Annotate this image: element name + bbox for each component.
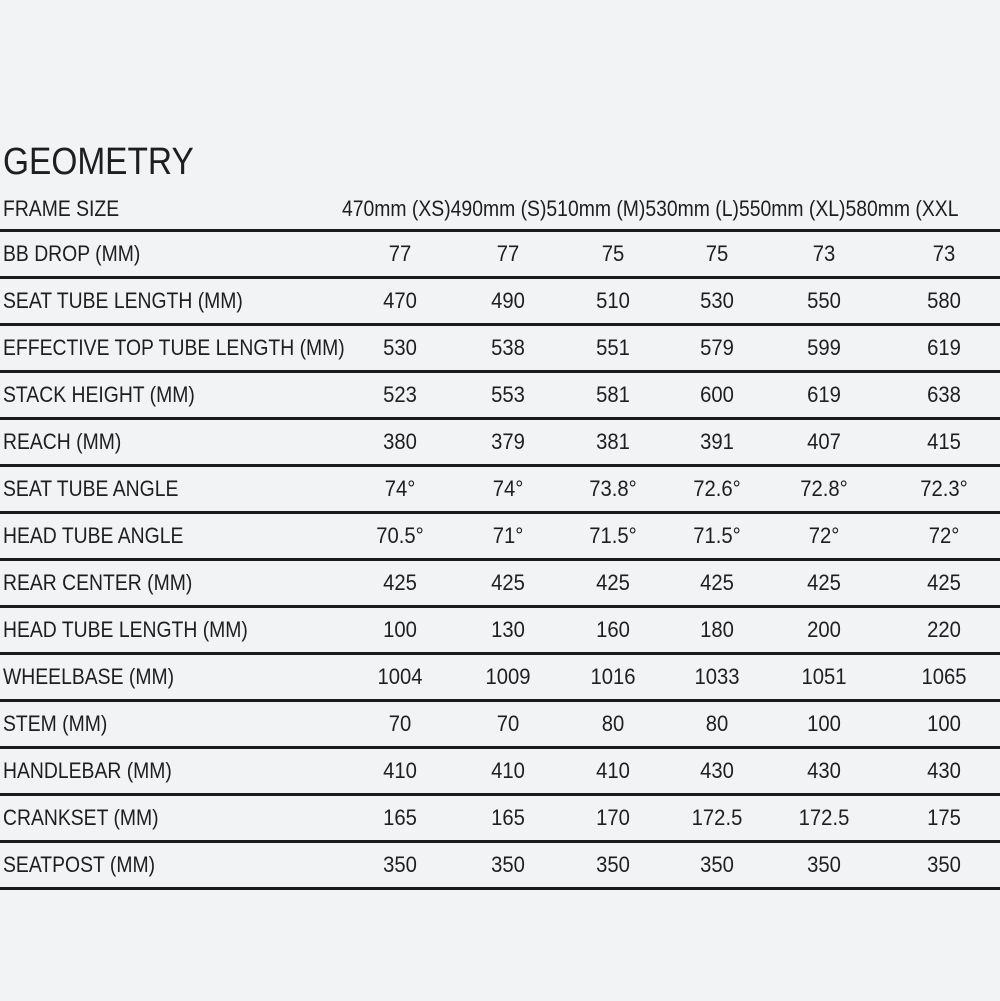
table-header-row [0, 188, 1000, 232]
size-header: 550mm (XL) [738, 196, 846, 221]
row-value: 175 [927, 805, 961, 830]
row-value: 523 [383, 382, 417, 407]
row-value: 72.3° [920, 476, 968, 501]
row-value: 530 [700, 288, 734, 313]
row-value: 74° [384, 476, 416, 501]
row-value: 410 [596, 758, 630, 783]
size-header: 470mm (XS) [342, 196, 451, 221]
row-value: 350 [383, 852, 417, 877]
row-value: 530 [383, 335, 417, 360]
table-row [0, 514, 1000, 561]
row-value: 70 [496, 711, 520, 736]
row-value: 600 [700, 382, 734, 407]
row-value: 220 [927, 617, 961, 642]
row-label: HEAD TUBE ANGLE [3, 523, 184, 548]
size-header: 580mm (XXL [845, 196, 959, 221]
size-header: 530mm (L) [645, 196, 739, 221]
row-value: 72° [928, 523, 960, 548]
row-value: 379 [491, 429, 525, 454]
row-value: 410 [491, 758, 525, 783]
row-value: 130 [491, 617, 525, 642]
row-value: 180 [700, 617, 734, 642]
row-value: 553 [491, 382, 525, 407]
row-value: 470 [383, 288, 417, 313]
row-value: 510 [596, 288, 630, 313]
row-label: SEAT TUBE ANGLE [3, 476, 179, 501]
row-value: 350 [700, 852, 734, 877]
row-label: REAR CENTER (MM) [3, 570, 193, 595]
row-value: 430 [807, 758, 841, 783]
table-row [0, 655, 1000, 702]
row-value: 100 [807, 711, 841, 736]
row-value: 70 [388, 711, 412, 736]
row-label: STACK HEIGHT (MM) [3, 382, 195, 407]
table-row [0, 843, 1000, 890]
row-value: 1016 [590, 664, 636, 689]
page-title: GEOMETRY [3, 141, 194, 183]
row-value: 77 [496, 241, 520, 266]
frame-size-label: FRAME SIZE [3, 196, 120, 221]
row-value: 100 [383, 617, 417, 642]
row-value: 75 [705, 241, 729, 266]
row-value: 538 [491, 335, 525, 360]
table-body [0, 232, 1000, 890]
row-value: 71° [492, 523, 524, 548]
row-label: HANDLEBAR (MM) [3, 758, 172, 783]
row-label: HEAD TUBE LENGTH (MM) [3, 617, 248, 642]
row-value: 410 [383, 758, 417, 783]
row-value: 381 [596, 429, 630, 454]
row-value: 430 [700, 758, 734, 783]
row-value: 72.6° [693, 476, 741, 501]
row-value: 73 [812, 241, 836, 266]
row-value: 100 [927, 711, 961, 736]
row-value: 160 [596, 617, 630, 642]
row-label: SEATPOST (MM) [3, 852, 156, 877]
row-label: WHEELBASE (MM) [3, 664, 175, 689]
row-value: 599 [807, 335, 841, 360]
geometry-table [0, 188, 1000, 890]
row-value: 425 [383, 570, 417, 595]
row-value: 172.5 [691, 805, 743, 830]
row-value: 425 [491, 570, 525, 595]
table-row [0, 561, 1000, 608]
row-value: 72.8° [800, 476, 848, 501]
row-value: 425 [807, 570, 841, 595]
row-value: 170 [596, 805, 630, 830]
table-row [0, 749, 1000, 796]
row-value: 77 [388, 241, 412, 266]
row-value: 619 [927, 335, 961, 360]
table-row [0, 702, 1000, 749]
row-value: 165 [491, 805, 525, 830]
row-value: 407 [807, 429, 841, 454]
row-value: 350 [927, 852, 961, 877]
row-value: 425 [596, 570, 630, 595]
table-row [0, 796, 1000, 843]
table-row [0, 373, 1000, 420]
row-value: 391 [700, 429, 734, 454]
row-value: 581 [596, 382, 630, 407]
row-value: 71.5° [693, 523, 741, 548]
row-value: 165 [383, 805, 417, 830]
row-label: CRANKSET (MM) [3, 805, 159, 830]
row-value: 1065 [921, 664, 967, 689]
row-value: 1009 [485, 664, 531, 689]
row-value: 350 [491, 852, 525, 877]
row-value: 71.5° [589, 523, 637, 548]
table-row [0, 326, 1000, 373]
row-value: 172.5 [798, 805, 850, 830]
frame-size-headers [342, 188, 958, 229]
row-value: 1051 [801, 664, 847, 689]
row-value: 200 [807, 617, 841, 642]
size-header: 510mm (M) [546, 196, 646, 221]
row-value: 72° [808, 523, 840, 548]
row-label: REACH (MM) [3, 429, 122, 454]
row-value: 580 [927, 288, 961, 313]
table-row [0, 420, 1000, 467]
row-value: 425 [700, 570, 734, 595]
row-value: 80 [601, 711, 625, 736]
row-value: 430 [927, 758, 961, 783]
row-value: 550 [807, 288, 841, 313]
size-header: 490mm (S) [450, 196, 547, 221]
row-label: BB DROP (MM) [3, 241, 141, 266]
row-value: 70.5° [376, 523, 424, 548]
row-value: 1033 [694, 664, 740, 689]
table-row [0, 279, 1000, 326]
row-value: 350 [596, 852, 630, 877]
row-value: 1004 [377, 664, 423, 689]
row-value: 425 [927, 570, 961, 595]
row-value: 80 [705, 711, 729, 736]
row-value: 73.8° [589, 476, 637, 501]
row-value: 579 [700, 335, 734, 360]
row-value: 551 [596, 335, 630, 360]
row-value: 380 [383, 429, 417, 454]
row-value: 74° [492, 476, 524, 501]
row-value: 350 [807, 852, 841, 877]
row-value: 73 [932, 241, 956, 266]
row-label: STEM (MM) [3, 711, 108, 736]
row-value: 638 [927, 382, 961, 407]
row-value: 619 [807, 382, 841, 407]
table-row [0, 608, 1000, 655]
row-value: 490 [491, 288, 525, 313]
table-row [0, 467, 1000, 514]
table-row [0, 232, 1000, 279]
row-value: 75 [601, 241, 625, 266]
row-label: SEAT TUBE LENGTH (MM) [3, 288, 243, 313]
row-label: EFFECTIVE TOP TUBE LENGTH (MM) [3, 335, 345, 360]
row-value: 415 [927, 429, 961, 454]
